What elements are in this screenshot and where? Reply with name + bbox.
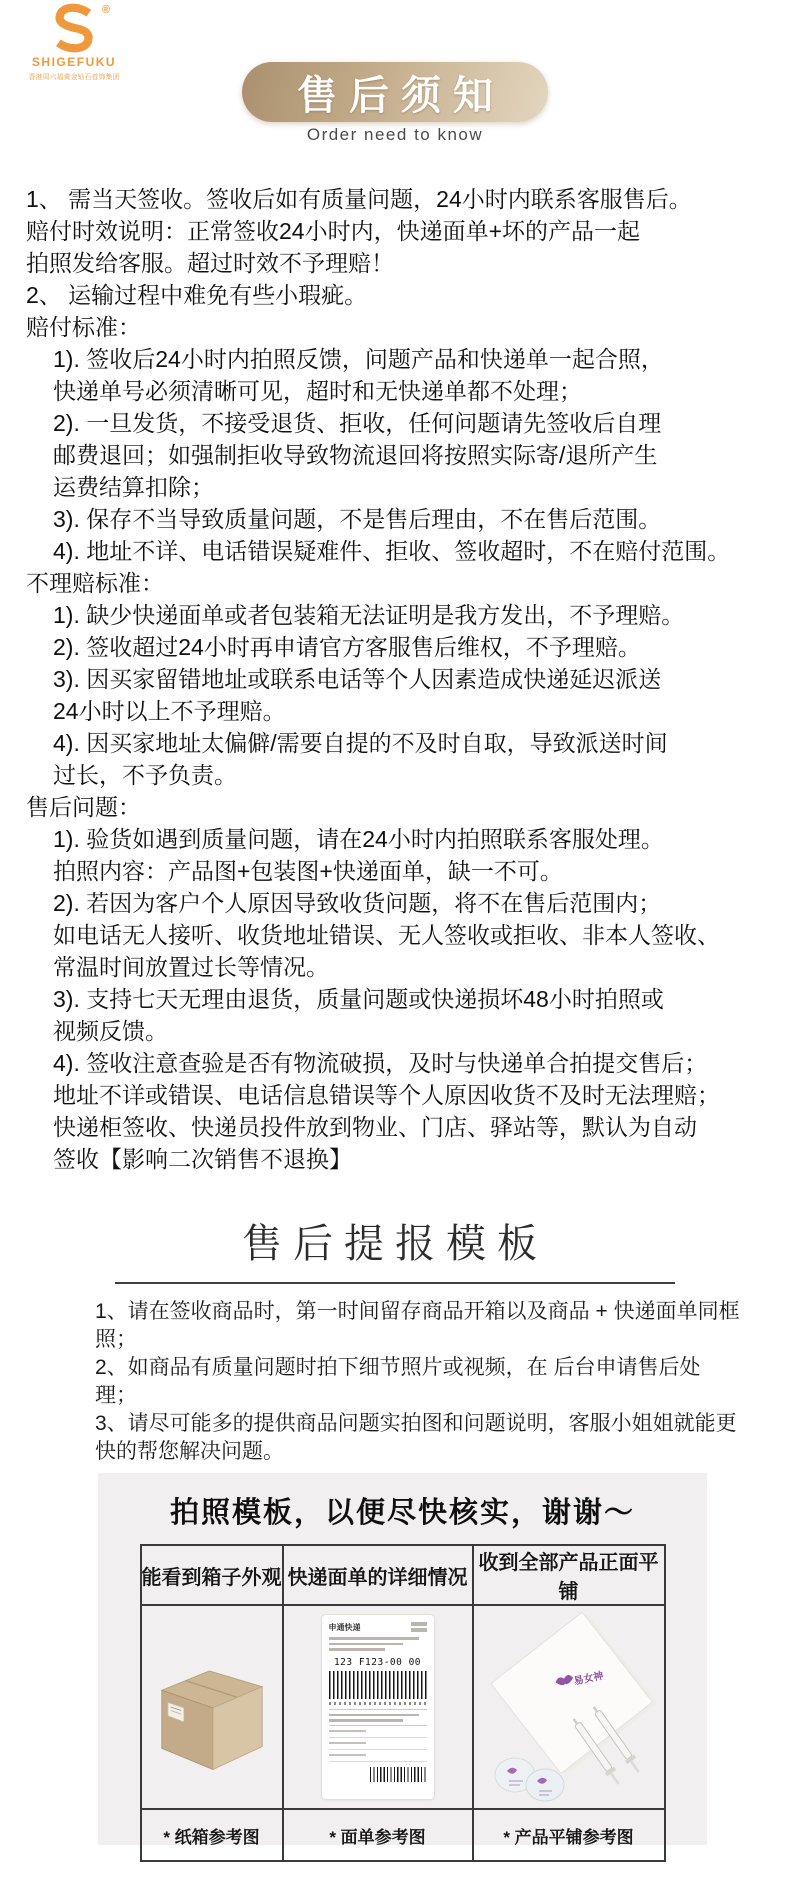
jar-icon	[526, 1769, 564, 1801]
caption-cell-product: * 产品平铺参考图	[473, 1809, 665, 1861]
notice-line: 2). 若因为客户个人原因导致收货问题，将不在售后范围内；	[53, 890, 662, 916]
report-template-item: 1、请在签收商品时，第一时间留存商品开箱以及商品 + 快递面单同框照；	[95, 1300, 740, 1351]
notice-line: 4). 签收注意查验是否有物流破损，及时与快递单合拍提交售后；	[53, 1050, 708, 1076]
aftersales-banner	[242, 62, 548, 122]
notice-line: 1). 签收后24小时内拍照反馈，问题产品和快递单一起合照，	[53, 346, 664, 372]
waybill-header	[329, 1622, 427, 1634]
carton-box-image	[146, 1639, 278, 1775]
notice-line: 24小时以上不予理赔。	[53, 698, 286, 724]
notice-line: 3). 因买家留错地址或联系电话等个人因素造成快递延迟派送	[53, 666, 662, 692]
notice-line: 拍照内容：产品图+包装图+快递面单，缺一不可。	[53, 858, 563, 884]
notice-body	[26, 183, 770, 1175]
waybill-image	[322, 1615, 434, 1799]
barcode	[329, 1671, 427, 1699]
photo-table-caption-row	[141, 1809, 665, 1861]
notice-line: 如电话无人接听、收货地址错误、无人签收或拒收、非本人签收、	[53, 922, 720, 948]
logo-s-icon	[50, 2, 98, 54]
waybill-address-line	[329, 1648, 386, 1651]
waybill-form-row	[329, 1738, 427, 1750]
barcode-small	[370, 1767, 427, 1782]
notice-line: 2). 一旦发货，不接受退货、拒收，任何问题请先签收后自理	[53, 410, 662, 436]
header-cell-product: 收到全部产品正面平铺	[473, 1545, 665, 1605]
notice-line: 4). 因买家地址太偏僻/需要自提的不及时自取，导致派送时间	[53, 730, 668, 756]
product-logo-text: 易女神	[572, 1670, 605, 1688]
waybill-courier-text: 申通快递	[328, 1623, 361, 1632]
photo-table-header-row	[141, 1545, 665, 1605]
report-template-item: 3、请尽可能多的提供商品问题实拍图和问题说明，客服小姐姐就能更快的帮您解决问题。	[95, 1412, 737, 1463]
waybill-form-row	[329, 1726, 427, 1738]
image-cell-box	[141, 1605, 283, 1809]
notice-line: 快递单号必须清晰可见，超时和无快递单都不处理；	[53, 378, 582, 404]
image-cell-waybill	[283, 1605, 473, 1809]
notice-line: 视频反馈。	[53, 1018, 168, 1044]
notice-line: 售后问题：	[26, 794, 141, 820]
photo-template-table	[140, 1544, 666, 1862]
notice-line: 邮费退回；如强制拒收导致物流退回将按照实际寄/退所产生	[53, 442, 658, 468]
waybill-code-boxes	[329, 1709, 427, 1726]
header-cell-waybill: 快递面单的详细情况	[283, 1545, 473, 1605]
notice-line: 赔付时效说明：正常签收24小时内，快递面单+坏的产品一起	[26, 218, 641, 244]
brand-logo	[14, 2, 134, 82]
notice-line: 2). 签收超过24小时再申请官方客服售后维权，不予理赔。	[53, 634, 641, 660]
report-template-list	[95, 1298, 740, 1466]
notice-line: 1、 需当天签收。签收后如有质量问题，24小时内联系客服售后。	[26, 186, 692, 212]
notice-line: 运费结算扣除；	[53, 474, 214, 500]
notice-line: 地址不详或错误、电话信息错误等个人原因收货不及时无法理赔；	[53, 1082, 720, 1108]
image-cell-product	[473, 1605, 665, 1809]
notice-line: 快递柜签收、快递员投件放到物业、门店、驿站等，默认为自动	[53, 1114, 697, 1140]
notice-line: 赔付标准：	[26, 314, 141, 340]
waybill-number-text: 123 F123-00 00	[333, 1656, 422, 1668]
notice-line: 1). 缺少快递面单或者包装箱无法证明是我方发出，不予理赔。	[53, 602, 685, 628]
caption-cell-box: * 纸箱参考图	[141, 1809, 283, 1861]
waybill-service-tags	[411, 1622, 427, 1634]
report-template-item: 2、如商品有质量问题时拍下细节照片或视频，在 后台申请售后处理；	[95, 1356, 701, 1407]
notice-line: 过长，不予负责。	[53, 762, 237, 788]
header-cell-box: 能看到箱子外观	[141, 1545, 283, 1605]
notice-line: 不理赔标准：	[26, 570, 164, 596]
barcode-digits-strip	[329, 1702, 427, 1705]
title-underline	[115, 1282, 675, 1284]
waybill-address-line	[329, 1637, 419, 1640]
notice-line: 1). 验货如遇到质量问题，请在24小时内拍照联系客服处理。	[53, 826, 664, 852]
brand-tagline: 香港周六福黄金钻石首饰集团	[28, 74, 120, 81]
banner-title: 售后须知	[297, 73, 505, 118]
brand-name: SHIGEFUKU	[31, 55, 117, 69]
notice-line: 签收【影响二次销售不退换】	[53, 1146, 352, 1172]
caption-cell-waybill: * 面单参考图	[283, 1809, 473, 1861]
registered-mark: ®	[102, 4, 111, 16]
banner-subtitle: Order need to know	[306, 125, 484, 144]
waybill-form-row	[329, 1750, 427, 1762]
photo-template-title: 拍照模板，以便尽快核实，谢谢～	[169, 1497, 635, 1529]
report-template-title: 售后提报模板	[242, 1222, 548, 1266]
notice-line: 拍照发给客服。超过时效不予理赔！	[26, 250, 394, 276]
photo-table-image-row	[141, 1605, 665, 1809]
waybill-address-line	[329, 1643, 403, 1646]
notice-line: 2、 运输过程中难免有些小瑕疵。	[26, 282, 368, 308]
notice-line: 4). 地址不详、电话错误疑难件、拒收、签收超时，不在赔付范围。	[53, 538, 731, 564]
photo-template-box	[98, 1473, 707, 1845]
notice-line: 常温时间放置过长等情况。	[53, 954, 329, 980]
notice-line: 3). 保存不当导致质量问题，不是售后理由，不在售后范围。	[53, 506, 662, 532]
notice-line: 3). 支持七天无理由退货，质量问题或快递损坏48小时拍照或	[53, 986, 664, 1012]
product-flatlay-image	[481, 1609, 657, 1805]
